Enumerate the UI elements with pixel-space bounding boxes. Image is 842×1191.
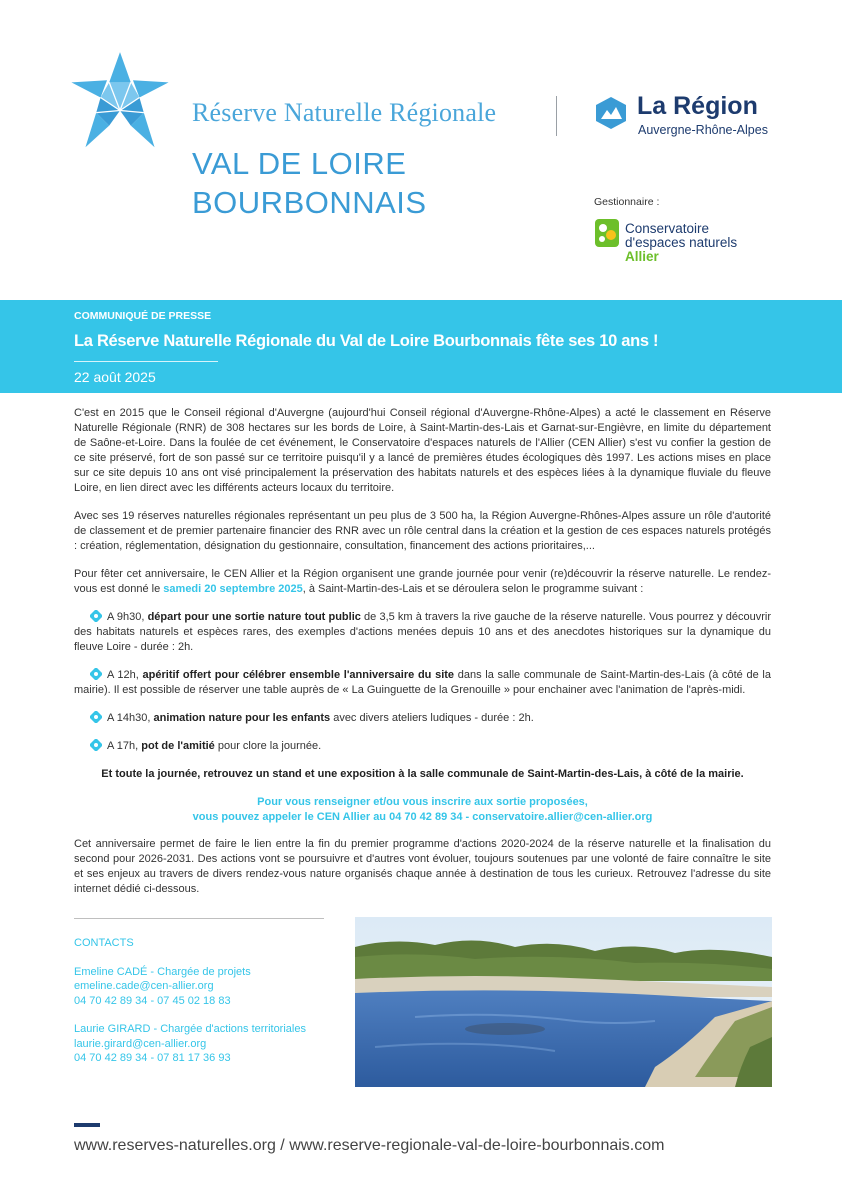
contacts-block	[74, 936, 306, 1080]
cen-name-line-2: d'espaces naturels	[625, 235, 738, 250]
cen-name-line-1: Conservatoire	[625, 221, 710, 236]
event-text-a: Pour fêter cet anniversaire, le CEN Allier et la Région organisent une grande journée pour venir (re)découvrir la réserve naturelle. Le rendez-vous est donné le	[74, 568, 771, 595]
paragraph-region: Avec ses 19 réserves naturelles régionales représentant un peu plus de 3 500 ha, la Région Auvergne-Rhônes-Alpes assure un rôle d'autorité de classement et de premier partenaire financier des RNR avec un rôle central dans la création et la gestion de ces espaces naturels protégés : création, réglementation, désignation du gestionnaire, consultation, financement des actions prioritaires,...	[74, 510, 771, 552]
event-text-b: , à Saint-Martin-des-Lais et se déroulera selon le programme suivant :	[302, 583, 644, 595]
loire-river-photo	[355, 917, 772, 1087]
contact-email[interactable]: laurie.girard@cen-allier.org	[74, 1037, 207, 1050]
paragraph-intro: C'est en 2015 que le Conseil régional d'Auvergne (aujourd'hui Conseil régional d'Auvergne-Rhône-Alpes) a acté le classement en Réserve Naturelle Régionale (RNR) de 308 hectares sur les bords de Loire, à Saint-Martin-des-Lais et Garnat-sur-Engièvre, en limite du département de Saône-et-Loire. Dans la foulée de cet événement, le Conservatoire d'espaces naturels de l'Allier (CEN Allier) s'est vu confier la gestion de ce site préservé, fort de son passé sur ce territoire puisqu'il y a lancé de premières études écologiques dès 1997. Les actions mises en place sur ce site depuis 10 ans ont visé principalement la préservation des habitats naturels et des espèces liées à la dynamique fluviale du fleuve Loire, en lien direct avec les différents acteurs locaux du territoire.	[74, 407, 771, 494]
all-day-notice: Et toute la journée, retrouvez un stand et une exposition à la salle communale de Saint-Martin-des-Lais, à côté de la mairie.	[101, 768, 744, 780]
article-body	[74, 406, 771, 910]
contact-card-1	[74, 965, 306, 1009]
banner-headline: La Réserve Naturelle Régionale du Val de Loire Bourbonnais fête ses 10 ans !	[74, 332, 659, 350]
footer-accent-dash	[74, 1123, 100, 1127]
banner-rule	[74, 361, 218, 362]
star-bullet-icon	[90, 711, 102, 723]
cen-name-line-3: Allier	[625, 249, 659, 264]
registration-line-1: Pour vous renseigner et/ou vous inscrire aux sortie proposées,	[257, 796, 588, 808]
site-title-line-2: BOURBONNAIS	[192, 185, 427, 220]
paragraph-event	[74, 567, 771, 597]
registration-info	[74, 795, 771, 825]
header-divider	[556, 96, 557, 136]
contact-phone: 04 70 42 89 34 - 07 81 17 36 93	[74, 1052, 231, 1064]
reserve-star-logo-icon	[66, 50, 174, 158]
program-item-2: A 12h, apéritif offert pour célébrer ensemble l'anniversaire du site dans la salle communale de Saint-Martin-des-Lais (à côté de la mairie). Il est possible de réserver une table auprès de « La Guinguette de la Grenouille » pour enchainer avec l'animation de l'après-midi.	[74, 668, 771, 698]
contact-card-2	[74, 1022, 306, 1066]
contacts-divider	[74, 918, 324, 919]
star-bullet-icon	[90, 739, 102, 751]
program-item-4: A 17h, pot de l'amitié pour clore la journée.	[74, 739, 771, 754]
event-date: samedi 20 septembre 2025	[163, 583, 303, 595]
contact-name: Laurie GIRARD - Chargée d'actions territoriales	[74, 1023, 306, 1035]
banner-kicker: COMMUNIQUÉ DE PRESSE	[74, 310, 212, 322]
region-mountain-icon	[593, 95, 629, 131]
region-subtitle: Auvergne-Rhône-Alpes	[638, 123, 768, 137]
contacts-heading: CONTACTS	[74, 937, 134, 949]
footer-links[interactable]: www.reserves-naturelles.org / www.reserve-regionale-val-de-loire-bourbonnais.com	[74, 1137, 665, 1154]
star-bullet-icon	[90, 610, 102, 622]
site-title-line-1: VAL DE LOIRE	[192, 146, 407, 181]
region-name: La Région	[637, 92, 758, 120]
registration-line-2[interactable]: vous pouvez appeler le CEN Allier au 04 70 42 89 34 - conservatoire.allier@cen-allier.org	[192, 811, 653, 823]
banner-date: 22 août 2025	[74, 369, 156, 385]
contact-email[interactable]: emeline.cade@cen-allier.org	[74, 980, 214, 992]
paragraph-closing: Cet anniversaire permet de faire le lien entre la fin du premier programme d'actions 2020-2024 de la réserve naturelle et la finalisation du second pour 2026-2031. Des actions vont se poursuivre et d'autres vont évoluer, toujours soutenues par une volonté de faire connaître le site et ses enjeux au travers de divers rendez-vous nature organisés chaque année à destination de tous les curieux. Retrouvez l'adresse du site internet dédié ci-dessous.	[74, 838, 771, 895]
rnr-label: Réserve Naturelle Régionale	[192, 98, 497, 127]
contact-phone: 04 70 42 89 34 - 07 45 02 18 83	[74, 994, 231, 1007]
gestionnaire-label: Gestionnaire :	[594, 196, 660, 208]
program-item-1: A 9h30, départ pour une sortie nature tout public de 3,5 km à travers la rive gauche de la réserve naturelle. Vous pourrez y découvrir des habitats naturels et espèces rares, des exemples d'actions menées depuis 10 ans et des anecdotes historiques sur la dynamique du fleuve Loire - durée : 2h.	[74, 610, 771, 655]
star-bullet-icon	[90, 668, 102, 680]
contact-name: Emeline CADÉ - Chargée de projets	[74, 965, 251, 978]
cen-allier-logo-icon	[594, 218, 620, 248]
program-item-3: A 14h30, animation nature pour les enfants avec divers ateliers ludiques - durée : 2h.	[74, 711, 771, 726]
